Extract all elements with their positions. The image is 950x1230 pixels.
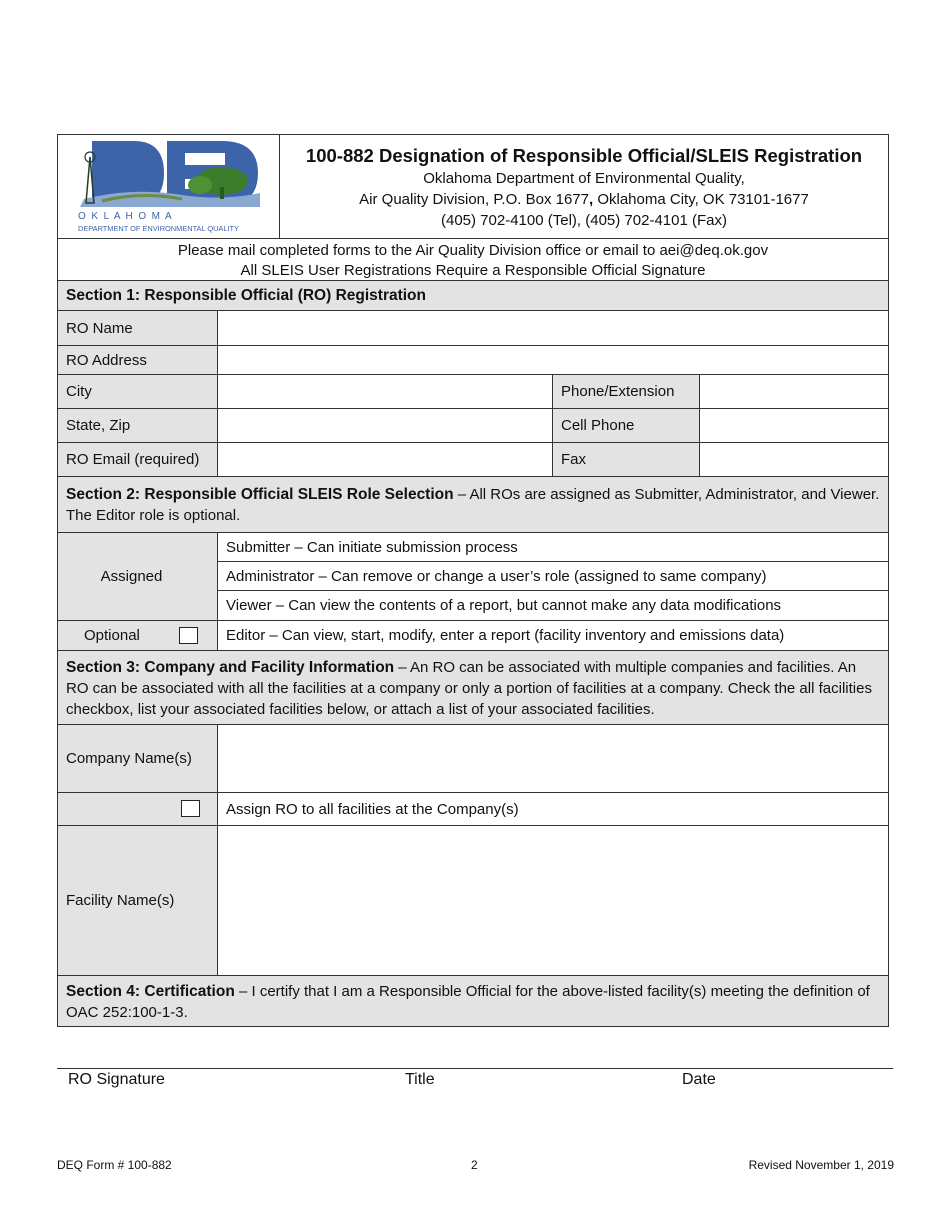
footer-form-number: DEQ Form # 100-882 <box>57 1158 172 1172</box>
role-editor: Editor – Can view, start, modify, enter a report (facility inventory and emissions data) <box>217 620 889 651</box>
section3-title: Section 3: Company and Facility Information <box>66 659 395 676</box>
deq-logo <box>72 137 264 233</box>
footer-revised: Revised November 1, 2019 <box>748 1158 894 1172</box>
ro-name-field[interactable] <box>217 310 889 346</box>
date-label: Date <box>682 1071 716 1088</box>
address-line: Air Quality Division, P.O. Box 1677, Oklahoma City, OK 73101-1677 <box>359 191 809 208</box>
phone-ext-field[interactable] <box>699 374 889 409</box>
form-title: 100-882 Designation of Responsible Official/SLEIS Registration <box>305 145 863 166</box>
address-part-2: Oklahoma City, OK 73101-1677 <box>593 191 809 208</box>
city-label: City <box>57 374 218 409</box>
section4-title: Section 4: Certification <box>66 983 235 1000</box>
address-part-1: Air Quality Division, P.O. Box 1677 <box>359 191 589 208</box>
city-field[interactable] <box>217 374 553 409</box>
assign-all-checkbox-cell <box>57 792 218 826</box>
ro-signature-label: RO Signature <box>68 1071 165 1088</box>
optional-label-cell <box>57 620 218 651</box>
ro-address-field[interactable] <box>217 345 889 375</box>
cell-phone-field[interactable] <box>699 408 889 443</box>
ro-address-label: RO Address <box>57 345 218 375</box>
section2-desc: – All ROs are assigned as Submitter, Administrator, and Viewer. The Editor role is optional. <box>66 486 880 524</box>
signature-line <box>57 1068 893 1069</box>
footer-page-number: 2 <box>471 1158 478 1172</box>
assigned-label-cell <box>57 532 218 621</box>
deq-logo-graphic <box>72 137 264 233</box>
optional-label: Optional <box>84 627 140 644</box>
title-label: Title <box>405 1071 435 1088</box>
cell-phone-label: Cell Phone <box>552 408 700 443</box>
section4-header <box>57 975 889 1027</box>
company-names-label: Company Name(s) <box>57 724 218 793</box>
section4-desc: – I certify that I am a Responsible Official for the above-listed facility(s) meeting the definition of OAC 252:100-1-3. <box>66 983 870 1021</box>
state-zip-label: State, Zip <box>57 408 218 443</box>
notice-line-1: Please mail completed forms to the Air Quality Division office or email to aei@deq.ok.gov <box>177 242 769 259</box>
ro-email-label: RO Email (required) <box>57 442 218 477</box>
ro-name-label: RO Name <box>57 310 218 346</box>
role-administrator: Administrator – Can remove or change a user’s role (assigned to same company) <box>217 561 889 591</box>
section1-title: Section 1: Responsible Official (RO) Registration <box>66 286 426 304</box>
section2-header <box>57 476 889 533</box>
fax-field[interactable] <box>699 442 889 477</box>
logo-dept-text: DEPARTMENT OF ENVIRONMENTAL QUALITY <box>78 224 239 233</box>
phone-ext-label: Phone/Extension <box>552 374 700 409</box>
role-submitter: Submitter – Can initiate submission process <box>217 532 889 562</box>
phone-line: (405) 702-4100 (Tel), (405) 702-4101 (Fax) <box>441 212 727 229</box>
notice-line-2: All SLEIS User Registrations Require a Responsible Official Signature <box>240 262 706 279</box>
assign-all-label: Assign RO to all facilities at the Company(s) <box>217 792 889 826</box>
role-viewer: Viewer – Can view the contents of a report, but cannot make any data modifications <box>217 590 889 621</box>
logo-state-text: O K L A H O M A <box>78 211 174 222</box>
agency-line: Oklahoma Department of Environmental Quality, <box>423 170 745 187</box>
header-divider <box>279 134 280 239</box>
assign-all-checkbox[interactable] <box>181 800 200 817</box>
facility-names-field[interactable] <box>217 825 889 976</box>
ro-email-field[interactable] <box>217 442 553 477</box>
company-names-field[interactable] <box>217 724 889 793</box>
facility-names-label: Facility Name(s) <box>57 825 218 976</box>
section3-desc: – An RO can be associated with multiple companies and facilities. An RO can be associated with all the facilities at a company or only a portion of facilities at a company. Check the all facilities checkbox, list your associated facilities below, or attach a list of your associated facilities. <box>66 659 872 718</box>
section1-header <box>57 280 889 311</box>
section3-header <box>57 650 889 725</box>
assigned-label: Assigned <box>100 567 163 585</box>
editor-checkbox[interactable] <box>179 627 198 644</box>
header-text <box>282 144 886 231</box>
section2-title: Section 2: Responsible Official SLEIS Role Selection <box>66 486 454 503</box>
fax-label: Fax <box>552 442 700 477</box>
state-zip-field[interactable] <box>217 408 553 443</box>
notice-box <box>57 238 889 281</box>
